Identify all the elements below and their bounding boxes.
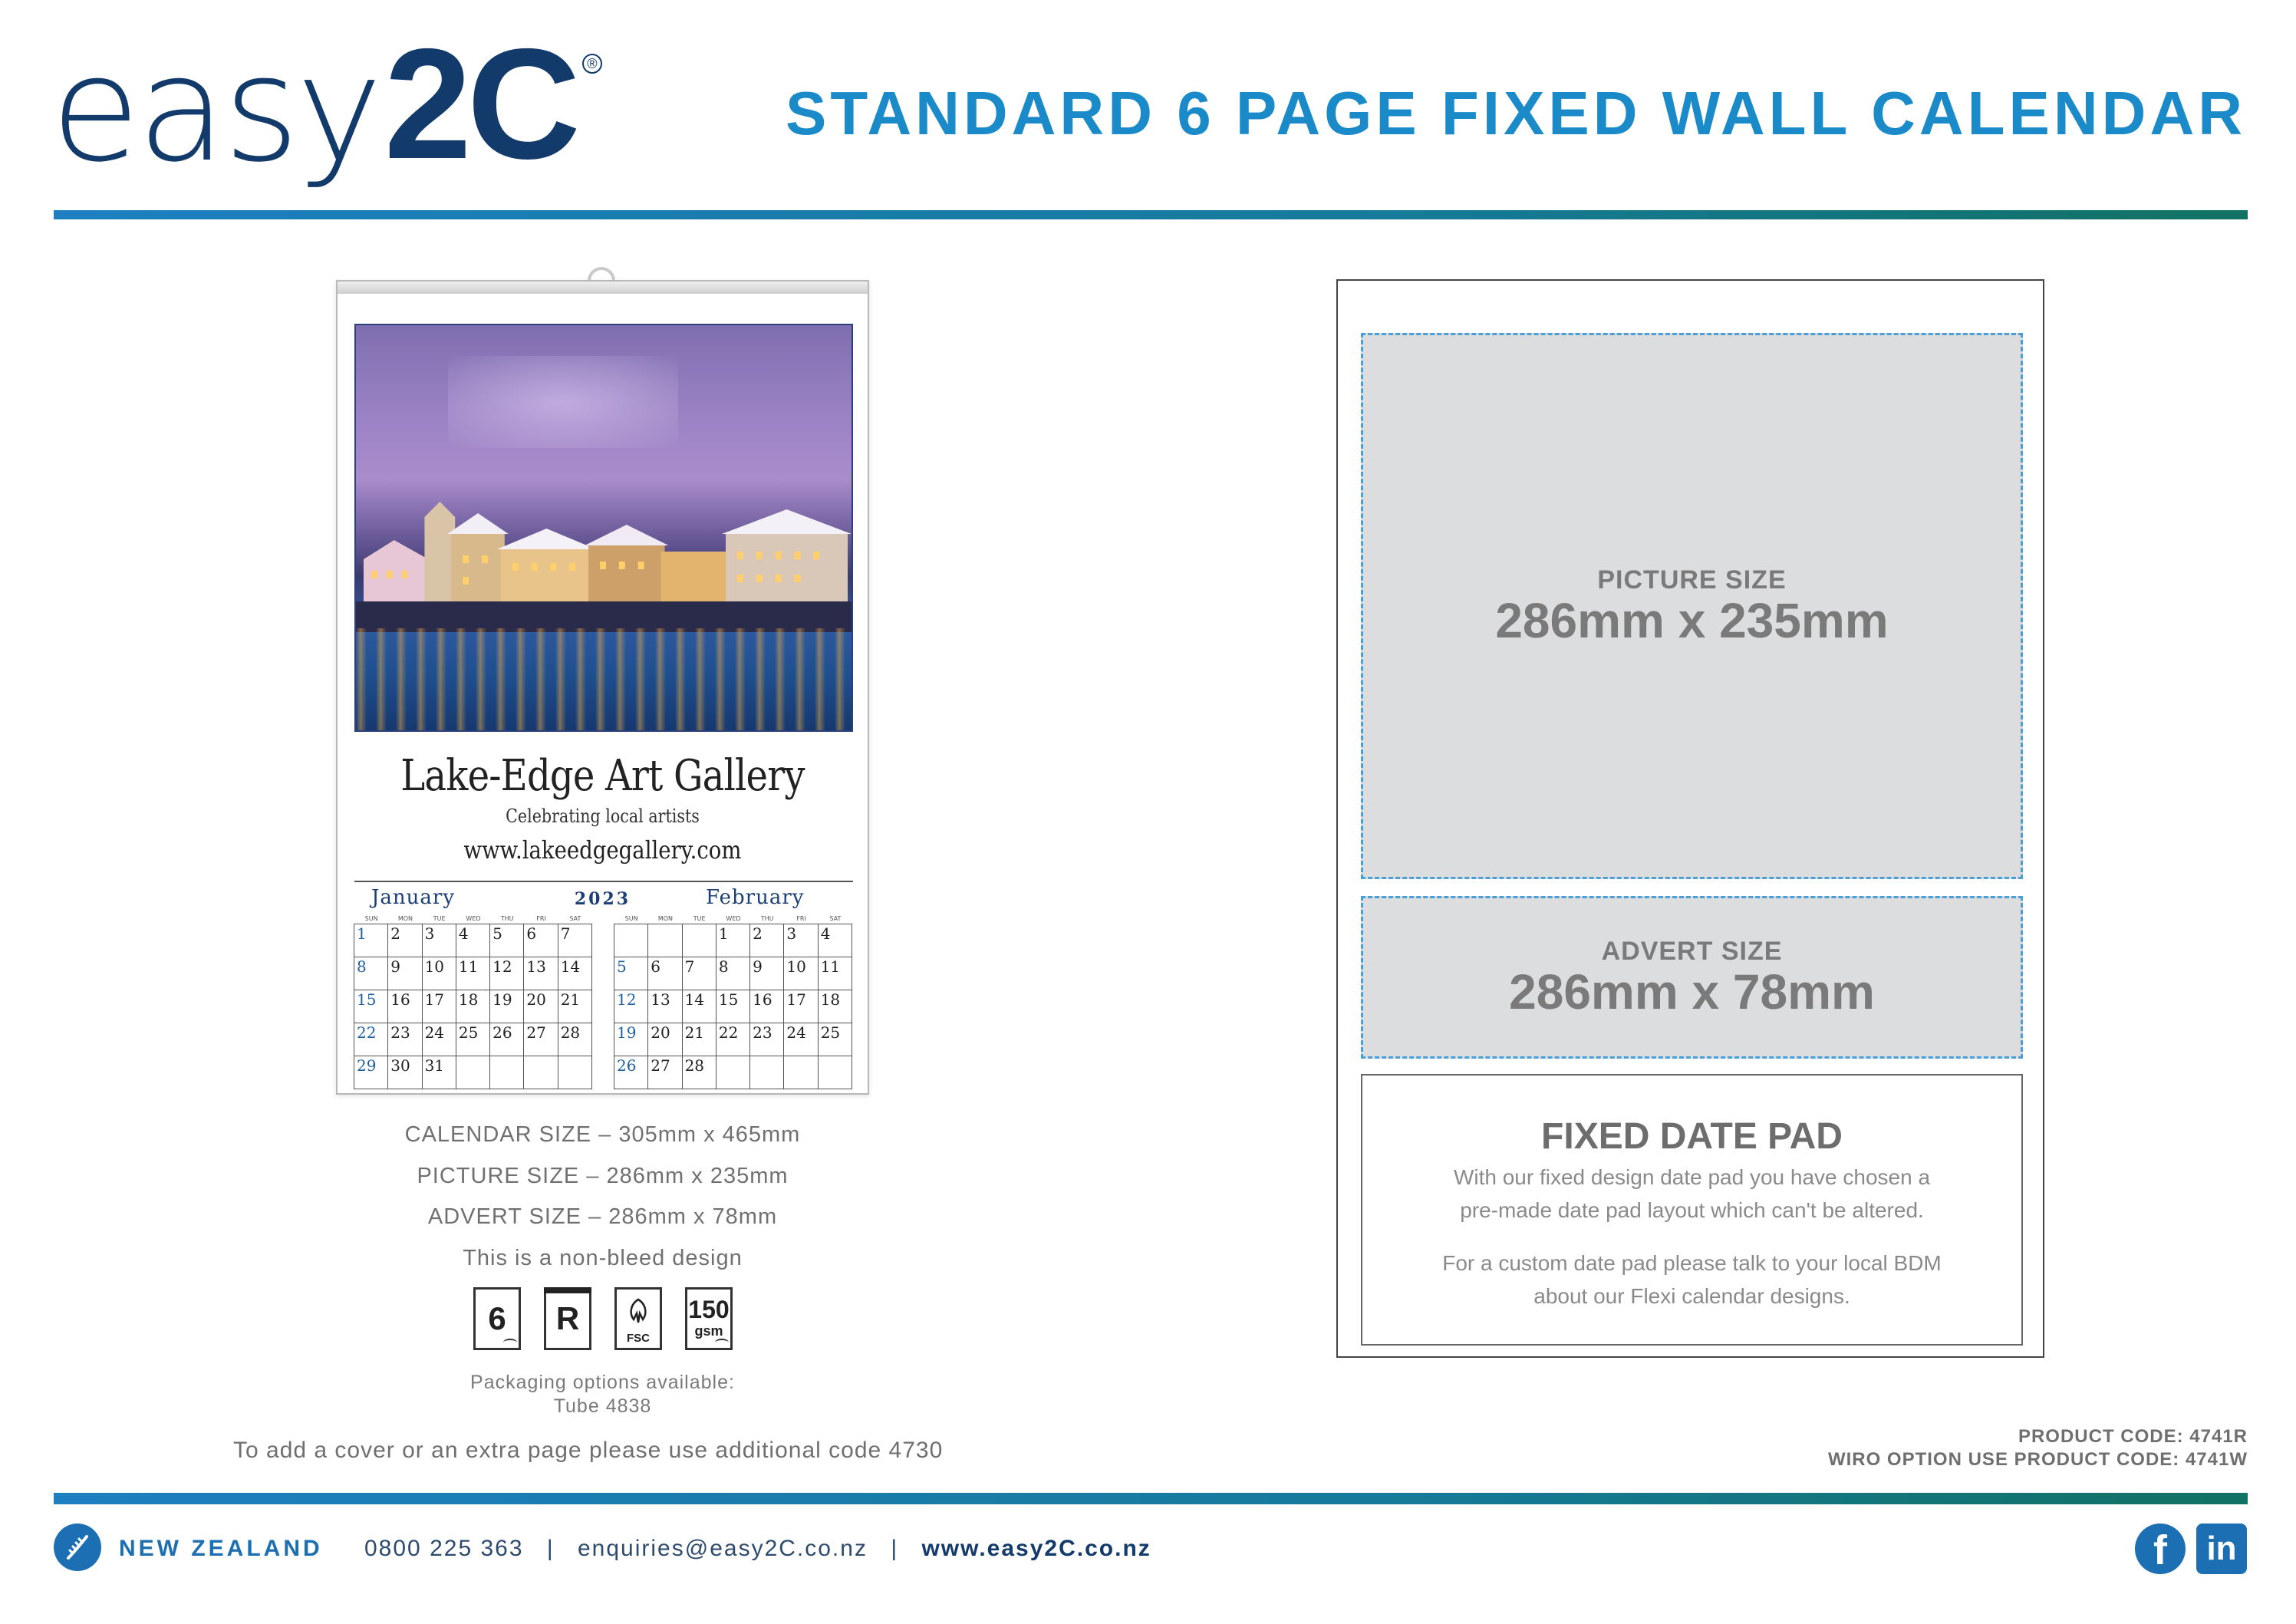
packaging-line-1: Packaging options available: — [470, 1372, 735, 1393]
packaging-note — [336, 1371, 869, 1418]
date-cell: 9 — [387, 957, 422, 990]
weekday-label: SUN — [624, 915, 638, 922]
paper-weight-icon — [685, 1287, 733, 1350]
spec-calendar-size: CALENDAR SIZE – 305mm x 465mm — [404, 1122, 801, 1147]
date-cell: 8 — [716, 957, 750, 990]
date-cell: 3 — [783, 924, 818, 957]
date-cell: 25 — [456, 1023, 490, 1056]
date-cell: 14 — [682, 990, 716, 1023]
date-cell: 11 — [818, 957, 852, 990]
calendar-binding-strip — [338, 282, 868, 294]
fern-icon — [54, 1524, 101, 1571]
datepad-title: FIXED DATE PAD — [1541, 1116, 1843, 1157]
date-cell: 19 — [614, 1023, 648, 1056]
date-cell: 30 — [387, 1056, 422, 1089]
footer-email[interactable]: enquiries@easy2C.co.nz — [578, 1536, 868, 1561]
datepad-text-1 — [1362, 1161, 2021, 1227]
date-cell: 1 — [716, 924, 750, 957]
date-cell: 5 — [614, 957, 648, 990]
weekday-label: TUE — [693, 915, 706, 922]
date-cell: 31 — [422, 1056, 456, 1089]
packaging-line-2: Tube 4838 — [553, 1395, 652, 1417]
date-cell: 24 — [783, 1023, 818, 1056]
weekday-label: THU — [760, 915, 774, 922]
date-cell — [558, 1056, 592, 1089]
hanger-hook-icon — [588, 267, 615, 281]
date-cell: 21 — [558, 990, 592, 1023]
date-cell: 8 — [354, 957, 388, 990]
date-cell: 9 — [749, 957, 784, 990]
paper-weight-value: 150 — [688, 1295, 730, 1323]
layout-diagram — [1336, 279, 2044, 1358]
footer-country: NEW ZEALAND — [119, 1536, 323, 1561]
logo-easy-text: easy — [51, 25, 380, 194]
date-cell: 6 — [647, 957, 682, 990]
date-cell: 11 — [456, 957, 490, 990]
date-cell: 28 — [558, 1023, 592, 1056]
recycled-icon-label: R — [555, 1300, 580, 1336]
date-cell: 22 — [716, 1023, 750, 1056]
month-heading-january: January — [371, 886, 456, 909]
date-cell: 28 — [682, 1056, 716, 1089]
date-cell: 24 — [422, 1023, 456, 1056]
datepad-text-1-line-1: With our fixed design date pad you have chosen a — [1453, 1165, 1931, 1189]
wiro-product-code: WIRO OPTION USE PRODUCT CODE: 4741W — [1827, 1449, 2248, 1470]
footer-divider — [54, 1493, 2248, 1504]
date-cell: 20 — [523, 990, 558, 1023]
easy2c-logo[interactable] — [51, 16, 598, 194]
date-cell: 21 — [682, 1023, 716, 1056]
picture-zone-size: 286mm x 235mm — [1495, 592, 1889, 648]
sample-gallery-tagline: Celebrating local artists — [506, 805, 700, 827]
fsc-tree-icon — [623, 1296, 654, 1327]
date-cell: 18 — [818, 990, 852, 1023]
weekday-label: FRI — [536, 915, 546, 922]
date-cell: 18 — [456, 990, 490, 1023]
calendar-sample-image — [336, 280, 869, 1095]
photo-water-reflection — [356, 628, 852, 732]
date-cell: 27 — [523, 1023, 558, 1056]
footer-separator: | — [891, 1536, 899, 1561]
weekday-label: SUN — [364, 915, 378, 922]
date-cell: 26 — [614, 1056, 648, 1089]
spec-icons — [473, 1287, 733, 1350]
datepad-text-1-line-2: pre-made date pad layout which can't be altered. — [1460, 1198, 1924, 1222]
weekday-label: WED — [726, 915, 741, 922]
advert-zone — [1361, 896, 2023, 1059]
date-cell: 29 — [354, 1056, 388, 1089]
date-cell: 13 — [647, 990, 682, 1023]
spec-bleed-note: This is a non-bleed design — [463, 1246, 743, 1270]
date-cell: 7 — [682, 957, 716, 990]
weekday-label: MON — [397, 915, 413, 922]
spec-advert-size: ADVERT SIZE – 286mm x 78mm — [427, 1204, 778, 1229]
date-cell — [716, 1056, 750, 1089]
social-links — [2135, 1524, 2247, 1574]
month-heading-february: February — [706, 886, 805, 909]
date-cell: 3 — [422, 924, 456, 957]
weekday-label: WED — [466, 915, 481, 922]
date-cell: 12 — [489, 957, 524, 990]
weekday-label: SAT — [829, 915, 842, 922]
date-cell — [614, 924, 648, 957]
date-cell: 23 — [387, 1023, 422, 1056]
footer-website[interactable]: www.easy2C.co.nz — [921, 1536, 1151, 1561]
calendar-artwork-photo — [354, 324, 853, 732]
date-cell: 1 — [354, 924, 388, 957]
date-cell: 19 — [489, 990, 524, 1023]
date-cell — [456, 1056, 490, 1089]
date-cell — [749, 1056, 784, 1089]
weekday-label: THU — [500, 915, 514, 922]
page-title: STANDARD 6 PAGE FIXED WALL CALENDAR — [786, 79, 2246, 147]
advert-zone-label: ADVERT SIZE — [1601, 936, 1783, 966]
weekday-label: TUE — [433, 915, 446, 922]
date-cell: 14 — [558, 957, 592, 990]
recycled-icon — [544, 1287, 591, 1350]
date-cell: 16 — [749, 990, 784, 1023]
year-heading: 2023 — [574, 889, 631, 909]
date-cell: 4 — [818, 924, 852, 957]
date-cell: 12 — [614, 990, 648, 1023]
weekday-label: FRI — [796, 915, 806, 922]
footer-phone[interactable]: 0800 225 363 — [364, 1536, 524, 1561]
date-cell: 15 — [716, 990, 750, 1023]
recycled-icon-bar — [544, 1287, 591, 1293]
fsc-icon — [614, 1287, 662, 1350]
picture-zone-label: PICTURE SIZE — [1597, 565, 1787, 595]
date-cell — [818, 1056, 852, 1089]
date-cell: 10 — [783, 957, 818, 990]
january-date-grid — [354, 914, 592, 1089]
date-cell: 5 — [489, 924, 524, 957]
product-codes — [1828, 1425, 2248, 1471]
february-date-grid — [614, 914, 852, 1089]
fern-icon-glyph — [62, 1532, 93, 1563]
sample-gallery-name: Lake-Edge Art Gallery — [400, 751, 805, 801]
date-cell: 13 — [523, 957, 558, 990]
paper-weight-unit: gsm — [694, 1323, 723, 1339]
date-cell: 26 — [489, 1023, 524, 1056]
page-curl-icon — [503, 1339, 517, 1346]
header-divider — [54, 210, 2248, 219]
advert-zone-size: 286mm x 78mm — [1509, 964, 1875, 1020]
datepad-text-2-line-1: For a custom date pad please talk to your local BDM — [1442, 1251, 1942, 1275]
date-cell — [489, 1056, 524, 1089]
date-cell: 27 — [647, 1056, 682, 1089]
product-code: PRODUCT CODE: 4741R — [2018, 1426, 2248, 1447]
date-cell: 2 — [749, 924, 784, 957]
date-cell: 16 — [387, 990, 422, 1023]
pages-icon-label: 6 — [488, 1300, 506, 1336]
linkedin-icon[interactable]: in — [2196, 1524, 2247, 1574]
pages-icon — [473, 1287, 521, 1350]
picture-zone — [1361, 333, 2023, 879]
date-cell — [647, 924, 682, 957]
date-cell — [783, 1056, 818, 1089]
date-cell: 2 — [387, 924, 422, 957]
datepad-text-2-line-2: about our Flexi calendar designs. — [1533, 1284, 1850, 1308]
photo-sky-glow — [448, 356, 678, 448]
date-cell: 25 — [818, 1023, 852, 1056]
weekday-label: SAT — [569, 915, 581, 922]
date-cell: 7 — [558, 924, 592, 957]
photo-townscape — [356, 486, 852, 632]
datepad-rule — [354, 881, 853, 882]
date-cell: 15 — [354, 990, 388, 1023]
date-cell: 17 — [783, 990, 818, 1023]
datepad-zone — [1361, 1074, 2023, 1346]
date-cell: 4 — [456, 924, 490, 957]
datepad-text-2 — [1362, 1247, 2021, 1313]
date-cell: 22 — [354, 1023, 388, 1056]
registered-mark: ® — [582, 54, 602, 74]
facebook-icon[interactable]: f — [2135, 1524, 2186, 1574]
page-curl-icon — [715, 1339, 729, 1346]
date-cell: 23 — [749, 1023, 784, 1056]
spec-picture-size: PICTURE SIZE – 286mm x 235mm — [417, 1164, 789, 1188]
date-cell — [523, 1056, 558, 1089]
date-cell: 10 — [422, 957, 456, 990]
footer-contact — [119, 1536, 1151, 1562]
date-cell: 17 — [422, 990, 456, 1023]
weekday-label: MON — [657, 915, 674, 922]
fsc-icon-label: FSC — [627, 1332, 650, 1345]
sample-gallery-url: www.lakeedgegallery.com — [463, 835, 742, 865]
logo-2c-text: 2C — [384, 16, 576, 192]
date-cell: 20 — [647, 1023, 682, 1056]
date-cell: 6 — [523, 924, 558, 957]
footer-separator: | — [546, 1536, 555, 1561]
cover-note: To add a cover or an extra page please use additional code 4730 — [233, 1438, 944, 1463]
date-cell — [682, 924, 716, 957]
